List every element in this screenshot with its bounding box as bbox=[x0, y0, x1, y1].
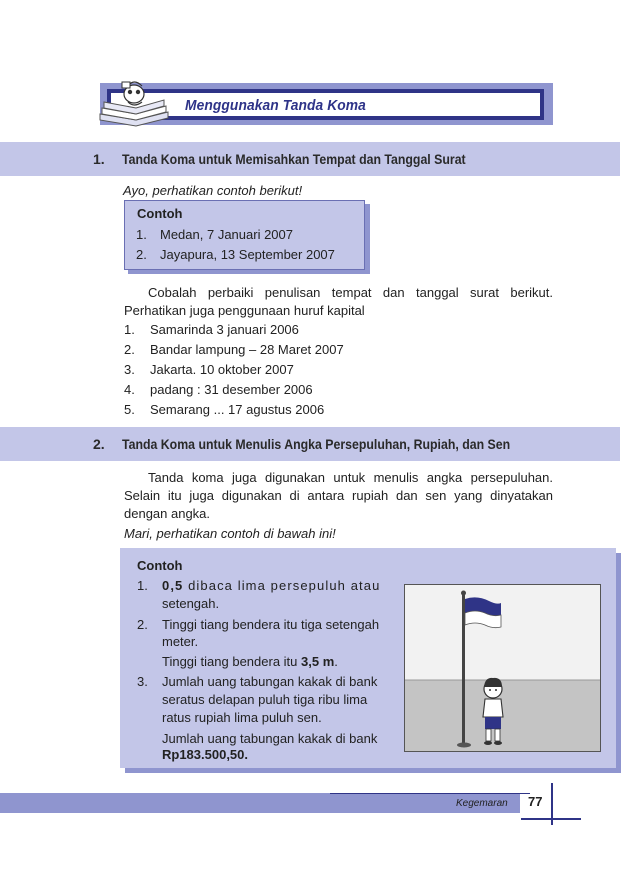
exercise-text: padang : 31 desember 2006 bbox=[150, 382, 313, 397]
example-1-item-num: 1. bbox=[136, 227, 147, 242]
exercise-text: Jakarta. 10 oktober 2007 bbox=[150, 362, 294, 377]
example-1-item-text: Jayapura, 13 September 2007 bbox=[160, 247, 335, 262]
example-2-item-3-line-4: Jumlah uang tabungan kakak di bank bbox=[162, 731, 378, 746]
footer-bar bbox=[0, 793, 520, 813]
example-2-item-2-line-1: Tinggi tiang bendera itu tiga setengah bbox=[162, 617, 380, 632]
example-2-item-1-line-2: setengah. bbox=[162, 596, 220, 611]
instruction-line-1: Cobalah perbaiki penulisan tempat dan tanggal surat berikut. bbox=[148, 285, 553, 300]
exercise-num: 3. bbox=[124, 362, 135, 377]
example-2-item-2-line-2: meter. bbox=[162, 634, 199, 649]
example-1-item-num: 2. bbox=[136, 247, 147, 262]
exercise-num: 4. bbox=[124, 382, 135, 397]
section-2-intro: Mari, perhatikan contoh di bawah ini! bbox=[124, 526, 336, 541]
example-2-item-num: 3. bbox=[137, 674, 148, 689]
example-1-item-text: Medan, 7 Januari 2007 bbox=[160, 227, 293, 242]
footer-section-label: Kegemaran bbox=[456, 798, 508, 809]
section-1-title: Tanda Koma untuk Memisahkan Tempat dan Tanggal Surat bbox=[122, 151, 466, 167]
height-value: 3,5 m bbox=[301, 654, 335, 669]
height-text: Tinggi tiang bendera itu bbox=[162, 654, 302, 669]
example-2-item-3-line-1: Jumlah uang tabungan kakak di bank bbox=[162, 674, 378, 689]
flagpole-illustration bbox=[404, 584, 601, 752]
page-number: 77 bbox=[528, 794, 543, 809]
exercise-text: Samarinda 3 januari 2006 bbox=[150, 322, 299, 337]
decimal-example-text: dibaca lima persepuluh atau bbox=[183, 578, 381, 593]
example-1-heading: Contoh bbox=[137, 206, 183, 221]
money-value: Rp183.500,50. bbox=[162, 747, 249, 762]
instruction-line-2: Perhatikan juga penggunaan huruf kapital bbox=[124, 303, 365, 318]
footer-underline bbox=[521, 818, 581, 820]
example-2-item-1-line-1 bbox=[162, 578, 390, 593]
page-title: Menggunakan Tanda Koma bbox=[185, 97, 366, 114]
decimal-example: 0,5 bbox=[162, 578, 184, 593]
exercise-num: 2. bbox=[124, 342, 135, 357]
section-2-title: Tanda Koma untuk Menulis Angka Persepuluhan, Rupiah, dan Sen bbox=[122, 436, 511, 452]
section-2-para-line-1: Tanda koma juga digunakan untuk menulis angka persepuluhan. bbox=[148, 470, 553, 485]
section-1-number: 1. bbox=[93, 151, 105, 167]
footer-rule bbox=[330, 793, 530, 794]
book-mascot-icon bbox=[98, 74, 178, 132]
exercise-text: Bandar lampung – 28 Maret 2007 bbox=[150, 342, 344, 357]
example-2-heading: Contoh bbox=[137, 558, 183, 573]
section-2-para-line-2: Selain itu juga digunakan di antara rupiah dan sen yang dinyatakan bbox=[124, 488, 553, 503]
section-2-number: 2. bbox=[93, 436, 105, 452]
height-period: . bbox=[334, 654, 338, 669]
exercise-num: 5. bbox=[124, 402, 135, 417]
section-1-intro: Ayo, perhatikan contoh berikut! bbox=[123, 183, 303, 198]
section-2-para-line-3: dengan angka. bbox=[124, 506, 211, 521]
example-2-item-2-line-3 bbox=[162, 654, 338, 669]
flagpole-drawing bbox=[405, 585, 601, 752]
example-2-item-num: 1. bbox=[137, 578, 148, 593]
example-2-item-num: 2. bbox=[137, 617, 148, 632]
exercise-text: Semarang ... 17 agustus 2006 bbox=[150, 402, 325, 417]
example-2-item-3-line-3: ratus rupiah lima puluh sen. bbox=[162, 710, 322, 725]
example-2-item-3-line-2: seratus delapan puluh tiga ribu lima bbox=[162, 692, 368, 707]
exercise-num: 1. bbox=[124, 322, 135, 337]
